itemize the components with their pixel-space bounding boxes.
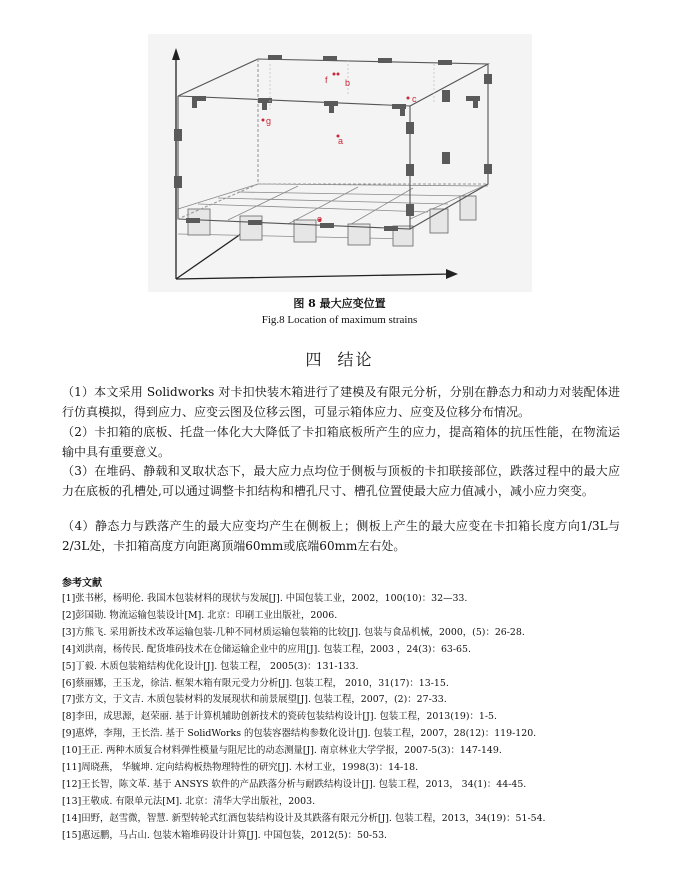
marker-e: e <box>317 214 323 224</box>
section-title: 结论 <box>337 350 374 369</box>
reference-item: [7]张方文，于文吉. 木质包装材料的发展现状和前景展望[J]. 包装工程，2007，(2)：27-33. <box>62 694 447 706</box>
conclusion-paragraph-1: （1）本文采用 Solidworks 对卡扣快装木箱进行了建模及有限元分析，分别在静态力和动力对装配体进行仿真模拟，得到应力、应变云图及位移云图，可显示箱体应力、应变及位移分布情况。 <box>62 385 620 419</box>
reference-item: [3]方熊飞. 采用新技术改革运输包装-几种不同材质运输包装箱的比较[J]. 包装与食品机械，2000，(5)：26-28. <box>62 626 525 638</box>
conclusion-paragraph-3: （3）在堆码、静载和叉取状态下，最大应力点均位于侧板与顶板的卡扣联接部位，跌落过程中的最大应力在底板的孔槽处,可以通过调整卡扣结构和槽孔尺寸、槽孔位置使最大应力值减小，减小应力突变。 <box>62 464 620 498</box>
conclusion-paragraph-2: （2）卡扣箱的底板、托盘一体化大大降低了卡扣箱底板所产生的应力，提高箱体的抗压性能，在物流运输中具有重要意义。 <box>62 425 620 459</box>
conclusion-paragraph-4: （4）静态力与跌落产生的最大应变均产生在侧板上；侧板上产生的最大应变在卡扣箱长度方向1/3L与2/3L处，卡扣箱高度方向距离顶端60mm或底端60mm左右处。 <box>62 519 620 553</box>
reference-item: [4]刘洪南，杨传民. 配货堆码技术在仓储运输企业中的应用[J]. 包装工程，2003 ，24(3)：63-65. <box>62 643 471 655</box>
reference-item: [8]李田，成思源，赵荣丽. 基于计算机辅助创新技术的瓷砖包装结构设计[J]. 包装工程，2013(19)：1-5. <box>62 711 497 723</box>
reference-item: [5]丁毅. 木质包装箱结构优化设计[J]. 包装工程， 2005(3)：131-133. <box>62 660 359 672</box>
reference-item: [15]惠远鹏，马占山. 包装木箱堆码设计计算[J]. 中国包装，2012(5)：50-53. <box>62 829 388 841</box>
reference-item: [6]蔡丽娜，王玉龙，徐洁. 框架木箱有限元受力分析[J]. 包装工程， 2010，31(17)：13-15. <box>62 677 449 689</box>
marker-f: f <box>325 75 328 85</box>
section-number: 四 <box>305 350 324 369</box>
reference-item: [1]张书彬，杨明伦. 我国木包装材料的现状与发展[J]. 中国包装工业，2002，100(10)：32—33. <box>62 593 468 604</box>
marker-a: a <box>338 136 344 146</box>
section-heading <box>0 347 679 370</box>
reference-item: [10]王正. 两种木质复合材料弹性模量与阻尼比的动态测量[J]. 南京林业大学学报，2007-5(3)：147-149. <box>62 745 502 757</box>
figure-box-model <box>148 34 532 292</box>
reference-item: [11]周晓燕， 华毓坤. 定向结构板热物理特性的研究[J]. 木材工业，1998(3)：14-18. <box>62 762 419 774</box>
figure-caption-en: Fig.8 Location of maximum strains <box>261 314 418 326</box>
marker-g: g <box>266 116 272 126</box>
box-drawing <box>148 34 532 292</box>
figure-caption-cn: 图 8 最大应变位置 <box>293 297 386 310</box>
reference-item: [14]田野，赵雪微，智慧. 新型转轮式红酒包装结构设计及其跌落有限元分析[J]. 包装工程，2013，34(19)：51-54. <box>62 812 546 824</box>
reference-item: [2]彭国勋. 物流运输包装设计[M]. 北京：印刷工业出版社，2006. <box>62 609 338 621</box>
reference-item: [13]王敬成. 有限单元法[M]. 北京：清华大学出版社，2003. <box>62 795 316 807</box>
marker-c: c <box>412 94 417 104</box>
reference-item: [12]王长智，陈文革. 基于 ANSYS 软件的产品跌落分析与耐跌结构设计[J]. 包装工程，2013， 34(1)：44-45. <box>62 778 527 790</box>
marker-b: b <box>345 78 351 88</box>
reference-item: [9]惠烨，李翔，王长浩. 基于 SolidWorks 的包装容器结构参数化设计[J]. 包装工程，2007，28(12)：119-120. <box>62 728 537 740</box>
references-list <box>62 591 662 845</box>
references-heading: 参考文献 <box>62 578 102 589</box>
